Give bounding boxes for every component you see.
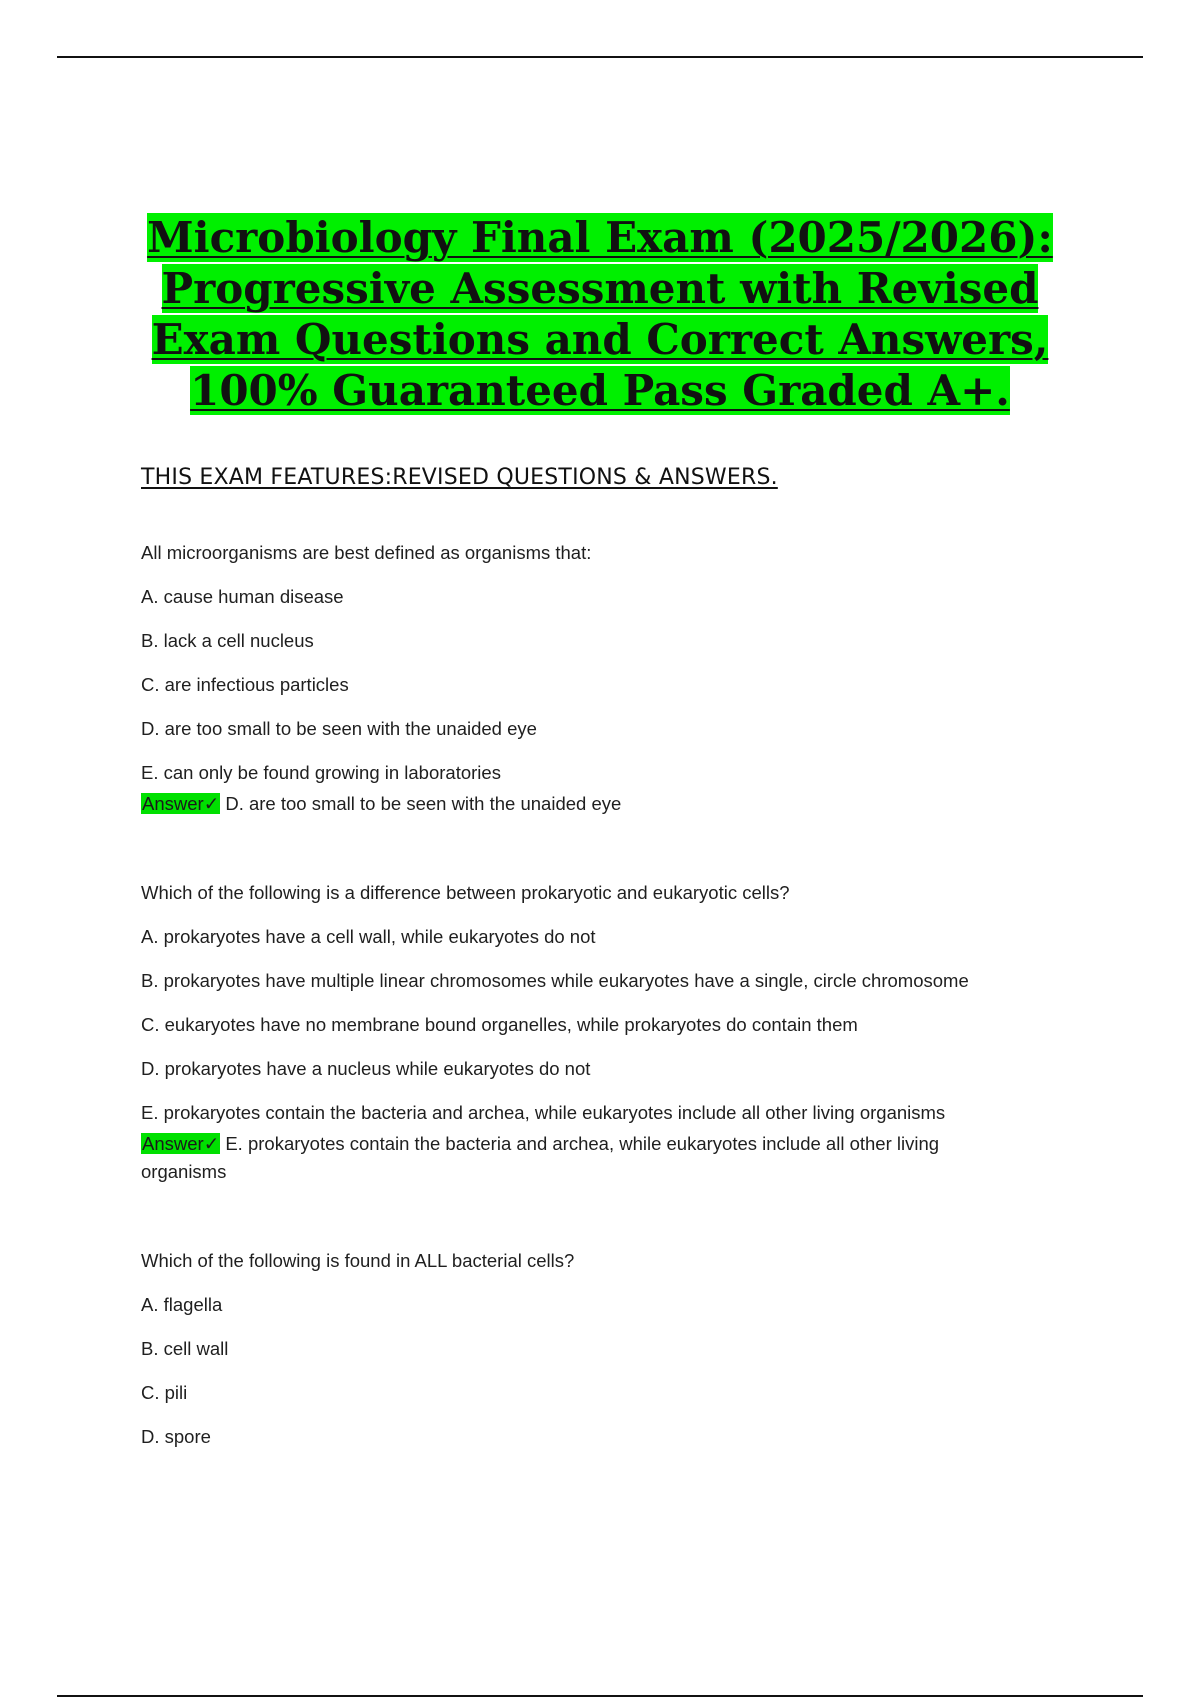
question-1-answer bbox=[141, 790, 1021, 818]
question-3-option-a: A. flagella bbox=[141, 1294, 223, 1315]
question-2-answer bbox=[141, 1130, 1021, 1186]
question-1-option-e: E. can only be found growing in laboratories bbox=[141, 762, 501, 783]
bottom-rule bbox=[57, 1695, 1143, 1697]
question-2-option-c: C. eukaryotes have no membrane bound organelles, while prokaryotes do contain them bbox=[141, 1014, 858, 1035]
question-3-option-d: D. spore bbox=[141, 1426, 211, 1447]
question-2-option-e: E. prokaryotes contain the bacteria and archea, while eukaryotes include all other living organisms bbox=[141, 1102, 946, 1123]
question-3-option-c: C. pili bbox=[141, 1382, 188, 1403]
top-rule bbox=[57, 56, 1143, 58]
question-2-option-a: A. prokaryotes have a cell wall, while eukaryotes do not bbox=[141, 926, 596, 947]
question-1-option-d: D. are too small to be seen with the unaided eye bbox=[141, 718, 537, 739]
features-heading: THIS EXAM FEATURES:REVISED QUESTIONS & ANSWERS. bbox=[141, 465, 778, 490]
question-1-option-b: B. lack a cell nucleus bbox=[141, 630, 314, 651]
question-2-answer-text: E. prokaryotes contain the bacteria and archea, while eukaryotes include all other living organisms bbox=[141, 1133, 940, 1182]
question-1-text: All microorganisms are best defined as organisms that: bbox=[141, 542, 592, 563]
answer-label: Answer✓ bbox=[142, 1133, 220, 1154]
question-2-option-b: B. prokaryotes have multiple linear chromosomes while eukaryotes have a single, circle chromosome bbox=[141, 970, 969, 991]
question-3-text: Which of the following is found in ALL bacterial cells? bbox=[141, 1250, 575, 1271]
title-text: Microbiology Final Exam (2025/2026): Progressive Assessment with Revised Exam Questions and Correct Answers, 100% Guaranteed Pass Graded A+. bbox=[147, 213, 1053, 415]
question-2-option-d: D. prokaryotes have a nucleus while eukaryotes do not bbox=[141, 1058, 591, 1079]
question-1-option-c: C. are infectious particles bbox=[141, 674, 349, 695]
document-title bbox=[100, 212, 1100, 416]
question-3-option-b: B. cell wall bbox=[141, 1338, 229, 1359]
question-1-option-a: A. cause human disease bbox=[141, 586, 344, 607]
answer-label: Answer✓ bbox=[142, 793, 220, 814]
question-2-text: Which of the following is a difference between prokaryotic and eukaryotic cells? bbox=[141, 882, 790, 903]
question-1-answer-text: D. are too small to be seen with the unaided eye bbox=[225, 793, 622, 814]
